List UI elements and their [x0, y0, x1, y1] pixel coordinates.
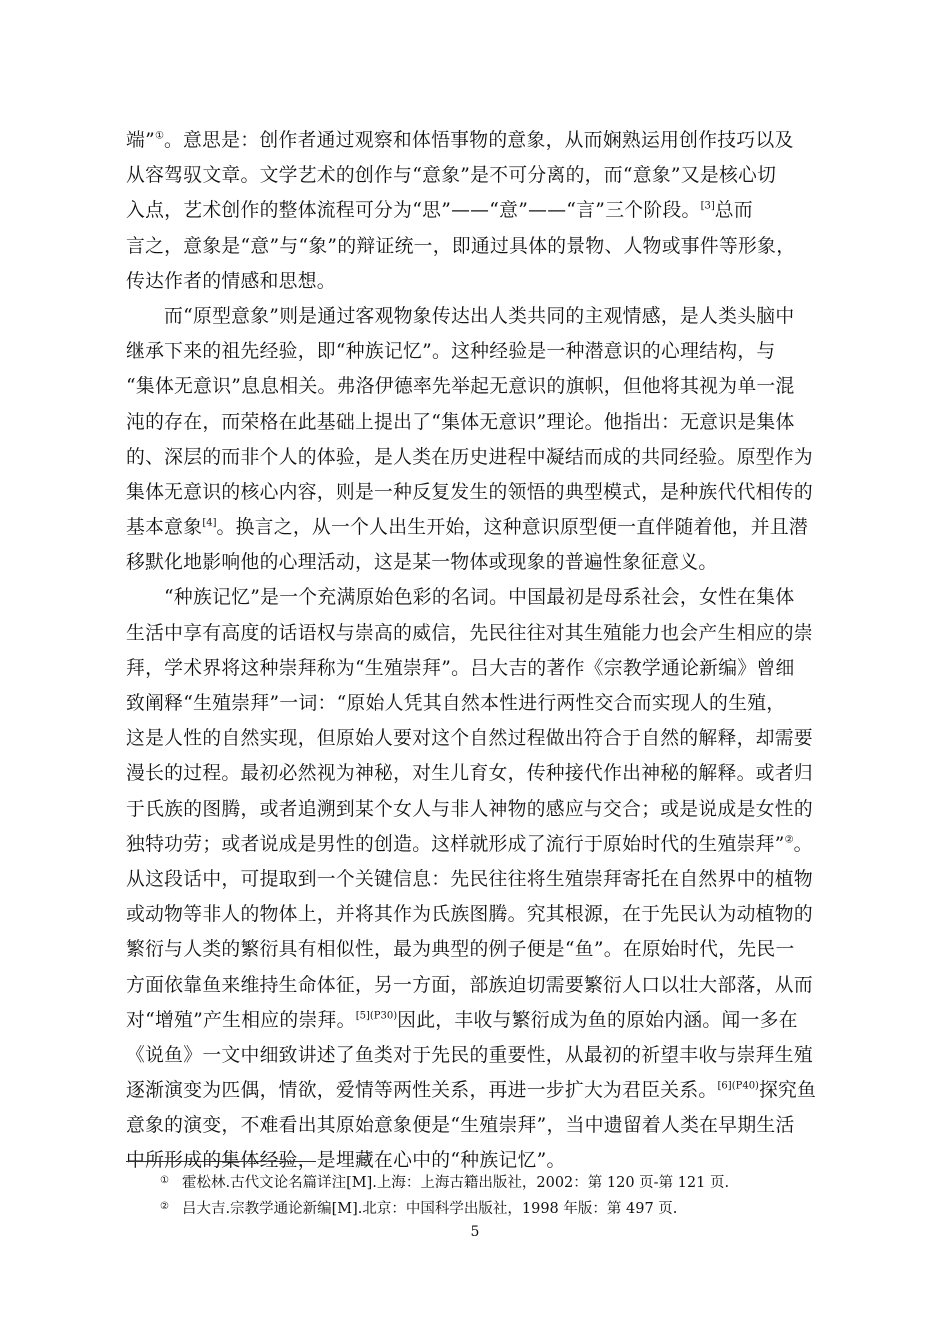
text-line: “集体无意识”息息相关。弗洛伊德率先举起无意识的旗帜，但他将其视为单一混	[126, 376, 795, 398]
text-line: 致阐释“生殖崇拜”一词：“原始人凭其自然本性进行两性交合而实现人的生殖，	[126, 693, 786, 714]
text-line: 逐渐演变为匹偶，情欲，爱情等两性关系，再进一步扩大为君臣关系。$^{[6](P40)}$探究鱼	[126, 1080, 817, 1102]
footnote-ref[interactable]: ①	[154, 130, 164, 142]
text-line: 生活中享有高度的话语权与崇高的威信，先民往往对其生殖能力也会产生相应的崇	[126, 622, 813, 644]
footnote-divider	[126, 1161, 316, 1162]
footnote-text: 霍松林.古代文论名篇详注[M].上海：上海古籍出版社，2002：第 120 页-第 121 页.	[182, 1175, 730, 1191]
text-line: 集体无意识的核心内容，则是一种反复发生的领悟的典型模式，是种族代代相传的	[126, 481, 813, 503]
text-line: 《说鱼》一文中细致讲述了鱼类对于先民的重要性，从最初的祈望丰收与崇拜生殖	[126, 1044, 813, 1066]
text-line: 端”①。意思是：创作者通过观察和体悟事物的意象，从而娴熟运用创作技巧以及	[126, 130, 794, 151]
text-line: 继承下来的祖先经验，即“种族记忆”。这种经验是一种潜意识的心理结构，与	[126, 341, 776, 363]
text-line: 中所形成的集体经验，是埋藏在心中的“种族记忆”。	[126, 1150, 566, 1172]
citation-ref[interactable]: [3]	[700, 201, 715, 213]
text-line: 言之，意象是“意”与“象”的辩证统一，即通过具体的景物、人物或事件等形象，	[126, 235, 796, 257]
text-line: 方面依靠鱼来维持生命体征，另一方面，部族迫切需要繁衍人口以壮大部落，从而	[126, 974, 813, 996]
text-line: 入点，艺术创作的整体流程可分为“思”——“意”——“言”三个阶段。[3]总而	[126, 200, 753, 222]
text-line: 的、深层的而非个人的体验，是人类在历史进程中凝结而成的共同经验。原型作为	[126, 446, 813, 468]
citation-ref[interactable]: [5](P30)	[355, 1010, 398, 1022]
text-line: 繁衍与人类的繁衍具有相似性，最为典型的例子便是“鱼”。在原始时代，先民一	[126, 939, 795, 961]
footnote-marker: ②	[160, 1201, 169, 1212]
text-line: 独特功劳；或者说成是男性的创造。这样就形成了流行于原始时代的生殖崇拜”②。	[126, 833, 813, 855]
footnote-marker: ①	[160, 1175, 169, 1186]
footnote-text: 吕大吉.宗教学通论新编[M].北京：中国科学出版社，1998 年版：第 497 页.	[182, 1201, 678, 1217]
footnote-item	[160, 1196, 840, 1222]
text-line: 这是人性的自然实现，但原始人要对这个自然过程做出符合于自然的解释，却需要	[126, 728, 813, 750]
footnote-item	[160, 1170, 840, 1196]
text-line: 于氏族的图腾，或者追溯到某个女人与非人神物的感应与交合；或是说成是女性的	[126, 798, 813, 820]
text-line: 从这段话中，可提取到一个关键信息：先民往往将生殖崇拜寄托在自然界中的植物	[126, 868, 813, 890]
text-line: 移默化地影响他的心理活动，这是某一物体或现象的普遍性象征意义。	[126, 552, 718, 574]
text-line: 对“增殖”产生相应的崇拜。$^{[5](P30)}$因此，丰收与繁衍成为鱼的原始内涵。闻一多在	[126, 1009, 798, 1031]
text-line: 基本意象[4]。换言之，从一个人出生开始，这种意识原型便一直伴随着他，并且潜	[126, 517, 809, 539]
text-line: 从容驾驭文章。文学艺术的创作与“意象”是不可分离的，而“意象”又是核心切	[126, 165, 777, 187]
text-line: 沌的存在，而荣格在此基础上提出了“集体无意识”理论。他指出：无意识是集体	[126, 411, 795, 433]
citation-ref[interactable]: [6](P40)	[717, 1080, 759, 1092]
footnotes	[160, 1170, 840, 1222]
footnote-ref[interactable]: ②	[784, 834, 794, 846]
citation-ref[interactable]: [4]	[202, 517, 217, 529]
text-line: 传达作者的情感和思想。	[126, 270, 336, 292]
text-line: 漫长的过程。最初必然视为神秘，对生儿育女，传种接代作出神秘的解释。或者归	[126, 763, 813, 785]
text-line: 意象的演变，不难看出其原始意象便是“生殖崇拜”，当中遗留着人类在早期生活	[126, 1115, 795, 1137]
paragraph-start-line: “种族记忆”是一个充满原始色彩的名词。中国最初是母系社会，女性在集体	[164, 587, 795, 609]
page-number: 5	[470, 1224, 480, 1240]
text-line: 或动物等非人的物体上，并将其作为氏族图腾。究其根源，在于先民认为动植物的	[126, 904, 813, 926]
body-text	[126, 123, 826, 1179]
text-line: 拜，学术界将这种崇拜称为“生殖崇拜”。吕大吉的著作《宗教学通论新编》曾细	[126, 657, 795, 679]
paragraph-start-line: 而“原型意象”则是通过客观物象传达出人类共同的主观情感，是人类头脑中	[164, 305, 795, 327]
